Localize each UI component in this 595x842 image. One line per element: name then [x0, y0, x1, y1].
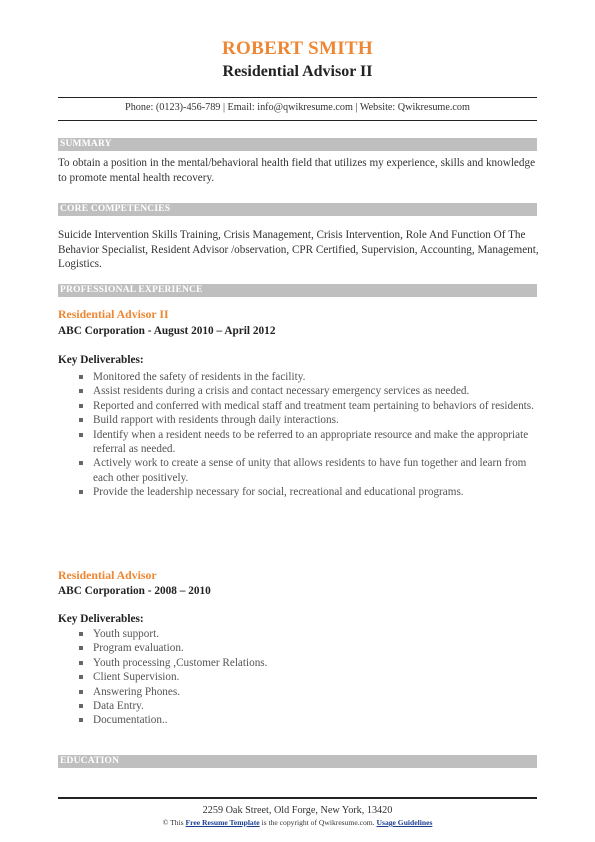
- job-company: ABC Corporation - 2008 – 2010: [58, 585, 211, 597]
- list-item: Build rapport with residents through daily interactions.: [58, 413, 540, 427]
- bullet-icon: [79, 404, 83, 408]
- key-deliverables-label: Key Deliverables:: [58, 613, 144, 625]
- list-item: Client Supervision.: [58, 670, 540, 684]
- bullet-icon: [79, 675, 83, 679]
- experience-heading: PROFESSIONAL EXPERIENCE: [58, 284, 537, 297]
- bullet-icon: [79, 690, 83, 694]
- bullet-icon: [79, 661, 83, 665]
- bullet-icon: [79, 389, 83, 393]
- job-title: Residential Advisor: [58, 568, 157, 582]
- bullet-icon: [79, 433, 83, 437]
- list-item: Answering Phones.: [58, 685, 540, 699]
- list-item: Assist residents during a crisis and contact necessary emergency services as needed.: [58, 384, 540, 398]
- list-item: Provide the leadership necessary for social, recreational and educational programs.: [58, 485, 540, 499]
- free-resume-template-link[interactable]: Free Resume Template: [185, 818, 260, 827]
- bullet-icon: [79, 490, 83, 494]
- list-item: Data Entry.: [58, 699, 540, 713]
- deliverables-list: [58, 370, 540, 500]
- job-title: Residential Advisor II: [58, 307, 169, 321]
- list-item: Identify when a resident needs to be referred to an appropriate resource and make the appropriate referral as needed.: [58, 428, 540, 457]
- bullet-icon: [79, 461, 83, 465]
- footer-rule: [58, 797, 537, 799]
- list-item: Reported and conferred with medical staff and treatment team pertaining to behaviors of residents.: [58, 399, 540, 413]
- usage-guidelines-link[interactable]: Usage Guidelines: [376, 818, 433, 827]
- candidate-title: Residential Advisor II: [222, 63, 373, 80]
- bullet-icon: [79, 632, 83, 636]
- candidate-name: ROBERT SMITH: [222, 38, 373, 59]
- summary-text: To obtain a position in the mental/behavioral health field that utilizes my experience, skills and knowledge to promote mental health recovery.: [58, 157, 536, 184]
- list-item: Actively work to create a sense of unity that allows residents to have fun together and learn from each other positively.: [58, 456, 540, 485]
- competencies-heading: CORE COMPETENCIES: [58, 203, 537, 216]
- key-deliverables-label: Key Deliverables:: [58, 354, 144, 366]
- bullet-icon: [79, 375, 83, 379]
- contact-line: Phone: (0123)-456-789 | Email: info@qwikresume.com | Website: Qwikresume.com: [125, 102, 470, 113]
- list-item: Documentation..: [58, 713, 540, 727]
- deliverables-list: [58, 627, 540, 728]
- bullet-icon: [79, 646, 83, 650]
- footer-copyright: © This Free Resume Template is the copyright of Qwikresume.com. Usage Guidelines: [162, 818, 433, 827]
- list-item: Youth support.: [58, 627, 540, 641]
- list-item: Monitored the safety of residents in the facility.: [58, 370, 540, 384]
- bullet-icon: [79, 718, 83, 722]
- competencies-text: Suicide Intervention Skills Training, Crisis Management, Crisis Intervention, Role And Function Of The Behavior Specialist, Resident Advisor /observation, CPR Certified, Supervision, Accounting, Management, Logistics.: [58, 229, 539, 270]
- education-heading: EDUCATION: [58, 755, 537, 768]
- summary-heading: SUMMARY: [58, 138, 537, 151]
- contact-bottom-rule: [58, 120, 537, 121]
- bullet-icon: [79, 418, 83, 422]
- contact-top-rule: [58, 97, 537, 98]
- list-item: Program evaluation.: [58, 641, 540, 655]
- list-item: Youth processing ,Customer Relations.: [58, 656, 540, 670]
- footer-address: 2259 Oak Street, Old Forge, New York, 13420: [202, 805, 393, 816]
- job-company: ABC Corporation - August 2010 – April 2012: [58, 325, 276, 337]
- bullet-icon: [79, 704, 83, 708]
